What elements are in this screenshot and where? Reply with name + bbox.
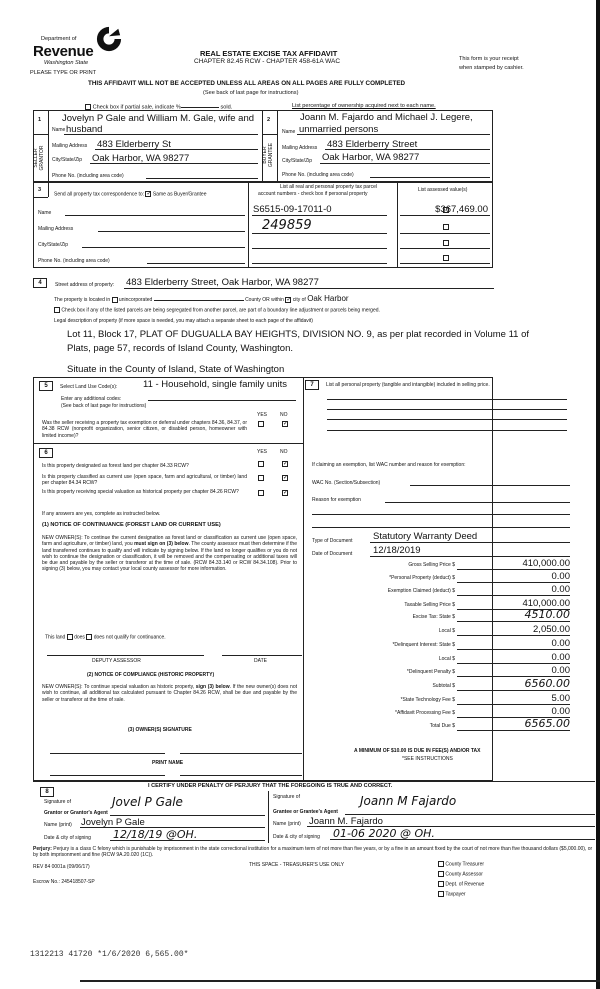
owner-signature-label: (3) OWNER(S) SIGNATURE (128, 727, 192, 733)
amount-value[interactable]: 410,000.00 (522, 598, 570, 609)
amount-line (457, 663, 570, 664)
personal-property-checkbox-2[interactable] (443, 224, 449, 230)
does-not-qualify-checkbox[interactable] (86, 634, 92, 640)
section-6-number: 6 (39, 448, 53, 458)
amount-label: Gross Selling Price $ (408, 562, 455, 568)
city-of-label: city of (292, 297, 306, 303)
does-label: does (74, 634, 85, 641)
amount-label: Local $ (438, 656, 455, 662)
receipt-note-2: when stamped by cashier. (459, 65, 524, 71)
copy-county-treasurer: County Treasurer (438, 861, 484, 867)
amount-label: *Affidavit Processing Fee $ (395, 710, 455, 716)
corr-phone-label: Phone No. (including area code) (38, 258, 110, 264)
historic-no-checkbox[interactable]: ✓ (283, 490, 289, 496)
forest-yes-checkbox[interactable] (258, 461, 264, 467)
unincorporated-label: unincorporated (118, 297, 153, 303)
amount-line (457, 569, 570, 570)
amount-label: *State Technology Fee $ (400, 697, 455, 703)
current-use-question: Is this property classified as current use (open space, farm and agricultural, or timber) land per chapter 84.34 RCW? (42, 474, 247, 487)
copy-county-assessor: County Assessor (438, 871, 483, 877)
copy-dept-revenue: Dept. of Revenue (438, 881, 484, 887)
assessor-date-label: DATE (254, 658, 267, 664)
parcel-number-2[interactable]: 249859 (262, 218, 312, 233)
grantor-agent-label: Grantor or Grantor's Agent (44, 810, 108, 816)
amount-value[interactable]: 0.00 (551, 652, 570, 663)
seller-phone-field[interactable] (146, 178, 258, 179)
amount-label: Excise Tax: State $ (412, 614, 455, 620)
notice-compliance-title: (2) NOTICE OF COMPLIANCE (HISTORIC PROPERTY) (87, 672, 215, 678)
continuance-row (45, 634, 166, 640)
perjury-statement: Perjury: Perjury is a class C felony which is punishable by imprisonment in the state correctional institution for a maximum term of not more than five years, or by a fine in an amount fixed by the court of not more than five thousand dollars ($5,000.00), or by both imprisonment and fine (RCW 9A.20.020 (1C)). (33, 846, 593, 859)
amount-label: Exemption Claimed (deduct) $ (387, 588, 455, 594)
county-field[interactable] (154, 300, 244, 301)
personal-property-line-3[interactable] (327, 419, 567, 420)
seller-mail-label: Mailing Address (52, 143, 88, 149)
amount-label: *Personal Property (deduct) $ (389, 575, 455, 581)
section-5-see-back: (See back of last page for instructions) (61, 403, 147, 409)
assessed-value-1[interactable]: $367,469.00 (435, 204, 488, 215)
buyer-city-field[interactable]: Oak Harbor, WA 98277 (322, 152, 420, 163)
corr-mail-label: Mailing Address (38, 226, 74, 232)
grantee-signature[interactable]: Joann M Fajardo (360, 794, 457, 808)
seller-city-label: City/State/Zip (52, 157, 83, 163)
section-2-number: 2 (267, 117, 271, 123)
scan-edge-bottom (80, 980, 600, 982)
reason-label: Reason for exemption (312, 497, 361, 503)
amount-label: *Delinquent Interest: State $ (392, 642, 455, 648)
deputy-assessor-line[interactable] (47, 655, 204, 656)
amount-line (457, 649, 570, 650)
personal-property-checkbox-3[interactable] (443, 240, 449, 246)
amount-value[interactable]: 0.00 (551, 706, 570, 717)
buyer-side-label: BUYER GRANTEE (262, 142, 274, 168)
print-name-label: PRINT NAME (152, 760, 184, 766)
forest-land-question: Is this property designated as forest land per chapter 84.33 RCW? (42, 463, 189, 469)
reason-field[interactable] (385, 502, 570, 503)
notice-continuance-title: (1) NOTICE OF CONTINUANCE (FOREST LAND OR CURRENT USE) (42, 522, 221, 528)
parcel-number-1[interactable]: S6515-09-17011-0 (253, 204, 332, 215)
segregated-checkbox[interactable] (54, 307, 60, 313)
grantee-name-print-field[interactable]: Joann M. Fajardo (309, 816, 383, 827)
additional-codes-label: Enter any additional codes: (61, 396, 122, 402)
form-subtitle: CHAPTER 82.45 RCW - CHAPTER 458-61A WAC (194, 58, 341, 65)
amount-value[interactable]: 0.00 (551, 571, 570, 582)
treasurer-use-label: THIS SPACE - TREASURER'S USE ONLY (249, 862, 345, 868)
amount-value[interactable]: 0.00 (551, 584, 570, 595)
amount-line (457, 690, 570, 691)
amount-line (457, 582, 570, 583)
amount-line (457, 621, 570, 622)
personal-property-checkbox-4[interactable] (443, 255, 449, 261)
print-name-line-1[interactable] (50, 775, 165, 776)
personal-property-label: List all personal property (tangible and intangible) included in selling price. (326, 382, 490, 388)
buyer-mail-field[interactable]: 483 Elderberry Street (327, 139, 418, 150)
copy-taxpayer: Taxpayer (438, 891, 466, 897)
seller-name-field[interactable]: husband (66, 124, 103, 135)
does-qualify-checkbox[interactable] (67, 634, 73, 640)
same-as-buyer-checkbox[interactable]: ✓ (146, 191, 152, 197)
copy-checkbox[interactable] (438, 881, 444, 887)
send-correspondence-row (54, 191, 206, 197)
city-field[interactable]: Oak Harbor (307, 294, 349, 303)
wac-label: WAC No. (Section/Subsection) (312, 480, 381, 486)
notice-compliance-text: NEW OWNER(S): To continue special valuation as historic property, sign (3) below. If the new owner(s) does not wish to continue, all additional tax calculated pursuant to Chapter 84.26 RCW, shall be due and payable by the seller or transferor at the time of sale. (42, 684, 297, 703)
amount-value[interactable]: 6560.00 (524, 677, 570, 690)
logo-revenue: Revenue (33, 43, 94, 60)
notice-continuance-text: NEW OWNER(S): To continue the current designation as forest land or classification as current use (open space, farm and agriculture, or timber) land, you must sign on (3) below. The county assessor must then determine if the land transferred continues to qualify and will indicate by signing below. If the land no longer qualifies or you do not wish to continue the designation or classification, it will be removed and the compensating or additional taxes will be due and payable by the seller or transferor at the time of sale. (RCW 84.33.140 or RCW 84.34.108). Prior to signing (3) below, you may contact your local county assessor for more information. (42, 535, 297, 573)
owner-signature-line-2[interactable] (180, 753, 302, 754)
amount-value[interactable]: 2,050.00 (533, 624, 570, 635)
corr-name-label: Name (38, 210, 52, 216)
county-or-label: County OR within (245, 297, 284, 303)
see-instructions-note: *SEE INSTRUCTIONS (402, 756, 453, 762)
claiming-exemption-label: If claiming an exemption, list WAC number and reason for exemption: (312, 462, 466, 468)
section-5-number: 5 (39, 381, 53, 391)
exemption-question: Was the seller receiving a property tax exemption or deferral under chapters 84.36, 84.37, or 84.38 RCW (nonprofit organization, senior citizen, or disabled person, homeowner with limited income)? (42, 420, 247, 439)
seller-city-field[interactable]: Oak Harbor, WA 98277 (92, 153, 190, 164)
current-use-no-checkbox[interactable]: ✓ (283, 475, 289, 481)
grantor-name-print-label: Name (print) (44, 822, 72, 828)
legal-description-line-3[interactable]: Situate in the County of Island, State of Washington (67, 364, 285, 375)
grantee-date-label: Date & city of signing (273, 834, 320, 840)
certify-statement: I CERTIFY UNDER PENALTY OF PERJURY THAT THE FOREGOING IS TRUE AND CORRECT. (148, 783, 393, 789)
list-pct-note: List percentage of ownership acquired next to each name. (292, 103, 436, 109)
section-5-no-header: NO (280, 412, 288, 418)
buyer-name-line1[interactable]: Joann M. Fajardo and Michael J. Legere, (300, 112, 473, 123)
personal-property-line-4[interactable] (327, 430, 567, 431)
additional-codes-field[interactable] (148, 400, 296, 401)
seller-name-line1[interactable]: Jovelyn P Gale and William M. Gale, wife and (62, 113, 255, 124)
does-not-label: does not qualify for continuance. (93, 634, 166, 641)
legal-description-label: Legal description of property (if more space is needed, you may attach a separate sheet to each page of the affidavit) (54, 318, 313, 324)
section-4-number: 4 (33, 278, 47, 288)
partial-sale-label: Check box if partial sale, indicate % (92, 104, 181, 111)
located-in-label: The property is located in (54, 297, 111, 303)
grantee-agent-label: Grantee or Grantee's Agent (273, 809, 338, 815)
owner-signature-line-1[interactable] (50, 753, 165, 754)
street-address-label: Street address of property: (55, 282, 115, 288)
buyer-name-field[interactable]: unmarried persons (299, 124, 379, 135)
amount-value[interactable]: 5.00 (551, 693, 570, 704)
assessed-value-header: List assessed value(s) (418, 187, 468, 193)
amount-line (457, 595, 570, 596)
grantor-signature[interactable]: Jovel P Gale (112, 795, 183, 809)
unincorporated-checkbox[interactable] (112, 297, 118, 303)
doc-type-field[interactable]: Statutory Warranty Deed (373, 531, 478, 542)
amount-value[interactable]: 410,000.00 (522, 558, 570, 569)
amount-value[interactable]: 0.00 (551, 665, 570, 676)
personal-property-checkbox-1[interactable] (443, 207, 449, 213)
seller-mail-field[interactable]: 483 Elderberry St (97, 139, 171, 150)
grantee-date-field[interactable]: 01-06 2020 @ OH. (333, 827, 435, 840)
personal-property-line-1[interactable] (327, 399, 567, 400)
copy-checkbox[interactable] (438, 891, 444, 897)
personal-property-line-2[interactable] (327, 409, 567, 410)
see-back-note: (See back of last page for instructions) (203, 90, 299, 96)
cashier-stamp: 1312213 41720 *1/6/2020 6,565.00* (30, 950, 189, 959)
buyer-phone-label: Phone No. (including area code) (282, 172, 354, 178)
legal-description-line-2[interactable]: Plats, page 57, records of Island County, Washington. (67, 343, 294, 354)
form-title: REAL ESTATE EXCISE TAX AFFIDAVIT (200, 49, 338, 58)
section-7-number: 7 (305, 380, 319, 390)
grantor-name-print-field[interactable]: Jovelyn P Gale (81, 817, 145, 828)
copy-checkbox[interactable] (438, 871, 444, 877)
copy-checkbox[interactable] (438, 861, 444, 867)
grantor-date-label: Date & city of signing (44, 835, 91, 841)
section-3-number: 3 (38, 187, 42, 193)
seller-name-label: Name (52, 127, 66, 133)
wac-field[interactable] (410, 485, 570, 486)
send-label: Send all property tax correspondence to: (54, 191, 145, 198)
partial-sale-pct-field[interactable] (181, 107, 219, 108)
forest-no-checkbox[interactable]: ✓ (283, 461, 289, 467)
segregated-label: Check box if any of the listed parcels are being segregated from another parcel, are part of a boundary line adjustment or parcels being merged. (61, 307, 380, 314)
section-6-yes-header: YES (257, 449, 268, 455)
buyer-name-label: Name (282, 129, 296, 135)
receipt-note-1: This form is your receipt (459, 56, 519, 62)
amount-line (457, 635, 570, 636)
amount-value[interactable]: 4510.00 (524, 608, 570, 621)
completion-notice: THIS AFFIDAVIT WILL NOT BE ACCEPTED UNLESS ALL AREAS ON ALL PAGES ARE FULLY COMPLETED (88, 80, 406, 87)
amount-label: Total Due $ (429, 723, 455, 729)
street-address-field[interactable]: 483 Elderberry Street, Oak Harbor, WA 98277 (126, 277, 319, 288)
legal-description-line-1[interactable]: Lot 11, Block 17, PLAT OF DUGUALLA BAY HEIGHTS, DIVISION NO. 9, as per plat recorded in Volume 11 of (67, 329, 530, 340)
seller-phone-label: Phone No. (including area code) (52, 173, 124, 179)
historic-yes-checkbox[interactable] (258, 490, 264, 496)
section-8-number: 8 (40, 787, 54, 797)
assessor-date-line[interactable] (222, 655, 302, 656)
doc-date-label: Date of Document (312, 551, 353, 557)
property-located-row (54, 295, 349, 303)
same-as-buyer-label: Same as Buyer/Grantee (152, 191, 207, 198)
corr-name-field[interactable] (65, 215, 245, 216)
corr-mail-field[interactable] (98, 231, 245, 232)
buyer-city-label: City/State/Zip (282, 158, 313, 164)
exemption-no-checkbox[interactable]: ✓ (283, 421, 289, 427)
buyer-mail-label: Mailing Address (282, 145, 318, 151)
historic-question: Is this property receiving special valuation as historical property per chapter 84.26 RCW? (42, 489, 239, 495)
land-use-label: Select Land Use Code(s): (60, 384, 118, 390)
scan-edge (596, 0, 600, 989)
logo-state: Washington State (44, 60, 89, 66)
corr-city-field[interactable] (82, 247, 245, 248)
this-land-label: This land (45, 634, 66, 641)
current-use-yes-checkbox[interactable] (258, 475, 264, 481)
doc-type-label: Type of Document (312, 538, 353, 544)
amount-label: Subtotal $ (432, 683, 455, 689)
type-or-print: PLEASE TYPE OR PRINT (30, 70, 97, 76)
amount-label: Local $ (438, 628, 455, 634)
amount-line (457, 730, 570, 731)
deputy-assessor-label: DEPUTY ASSESSOR (92, 658, 141, 664)
amount-value[interactable]: 6565.00 (524, 717, 570, 730)
minimum-due-note: A MINIMUM OF $10.00 IS DUE IN FEE(S) AND/OR TAX (354, 748, 481, 754)
grantee-name-print-label: Name (print) (273, 821, 301, 827)
amount-value[interactable]: 0.00 (551, 638, 570, 649)
land-use-field[interactable]: 11 - Household, single family units (143, 379, 287, 390)
seller-side-label: SELLER GRANTOR (33, 145, 45, 171)
form-revision: REV 84 0001a (09/06/17) (33, 864, 90, 870)
segregated-row (54, 307, 380, 313)
print-name-line-2[interactable] (180, 775, 302, 776)
buyer-phone-field[interactable] (370, 177, 490, 178)
if-yes-note: If any answers are yes, complete as instructed below. (42, 511, 161, 517)
amount-label: *Delinquent Penalty $ (406, 669, 455, 675)
section-6-no-header: NO (280, 449, 288, 455)
section-5-yes-header: YES (257, 412, 268, 418)
logo-dept-of: Department of (41, 36, 77, 42)
doc-date-field[interactable]: 12/18/2019 (373, 545, 421, 556)
corr-city-label: City/State/Zip (38, 242, 69, 248)
escrow-number: Escrow No.: 245418507-SP (33, 879, 95, 885)
grantor-signature-of: Signature of (44, 799, 71, 805)
dor-logo-icon (96, 26, 122, 52)
parcel-header-1: List all real and personal property tax parcel (280, 184, 377, 190)
grantor-date-field[interactable]: 12/18/19 @OH. (113, 828, 198, 841)
city-checkbox[interactable]: ✓ (286, 296, 292, 303)
parcel-header-2: account numbers - check box if personal property (258, 191, 368, 197)
section-1-number: 1 (38, 117, 42, 123)
corr-phone-field[interactable] (147, 263, 245, 264)
exemption-yes-checkbox[interactable] (258, 421, 264, 427)
grantee-signature-of: Signature of (273, 794, 300, 800)
amount-line (457, 704, 570, 705)
sold-label: sold. (220, 104, 233, 111)
amount-label: Taxable Selling Price $ (404, 602, 455, 608)
